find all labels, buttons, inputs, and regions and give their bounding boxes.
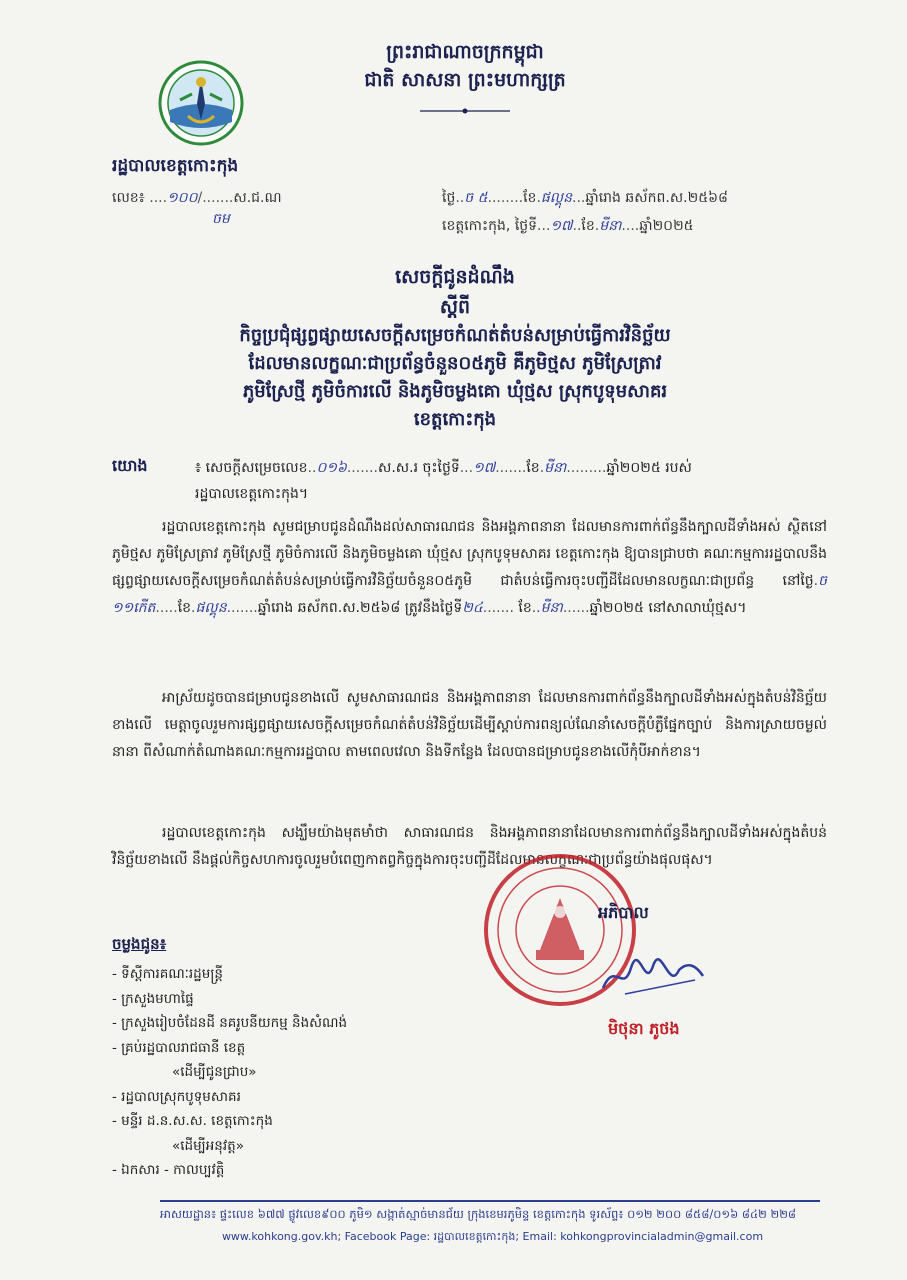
reference-number: ០១៦ [316, 460, 347, 476]
reference-month-label: ខែ [526, 460, 540, 476]
recipient-item: - រដ្ឋបាលស្រុកបូទុមសាគរ [112, 1088, 241, 1105]
lunar-month-label: ខែ [523, 190, 537, 206]
place-and-day-label: ខេត្តកោះកុង, ថ្ងៃទី [442, 218, 538, 234]
recipient-item: - ក្រសួងមហាផ្ទៃ [112, 990, 194, 1007]
signatory-title: អភិបាល [598, 903, 649, 922]
ref-prefix: លេខ៖ [112, 190, 145, 206]
solar-date-line: ខេត្តកោះកុង, ថ្ងៃទី...១៧..ខែ.មីនា....ឆ្នាំ២០២៥ [442, 218, 694, 234]
title-subject-4: ខេត្តកោះកុង [413, 409, 497, 430]
recipient-item: - ឯកសារ - កាលប្បវត្តិ [112, 1162, 225, 1178]
meeting-year-text: ឆ្នាំរោង ឆស័កព.ស.២៥៦៨ ត្រូវនឹងថ្ងៃទី [257, 600, 463, 616]
title-subject-1: កិច្ចប្រជុំផ្សព្វផ្សាយសេចក្ដីសម្រេចកំណត់តំបន់សម្រាប់ធ្វើការវិនិច្ឆ័យ [239, 325, 671, 346]
ref-extra: ចម [212, 211, 230, 227]
meeting-lunar-month: ផល្គុន [195, 600, 227, 616]
reference-number-line: លេខ៖ ....១០០/.......ស.ជ.ណ ចម [112, 188, 282, 230]
footer-facebook[interactable]: Facebook Page: រដ្ឋបាលខេត្តកោះកុង; [344, 1230, 520, 1243]
reference-text-b: ស.ស.រ ចុះថ្ងៃទី [378, 460, 460, 476]
reference-month: មីនា [544, 460, 567, 476]
lunar-day: ច ៥ [464, 190, 488, 206]
paragraph-1-text: រដ្ឋបាលខេត្តកោះកុង សូមជម្រាបជូនដំណឹងដល់សាធារណជន និងអង្គភាពនានា ដែលមានការពាក់ព័ន្ធនឹងក្បាលដីទាំងអស់ ស្ថិតនៅភូមិថ្មស ភូមិស្រែត្រាវ ភូមិស្រែថ្មី ភូមិចំការលើ និងភូមិចម្លងគោ ឃុំថ្មស ស្រុកបូទុមសាគរ ខេត្តកោះកុង ឱ្យបានជ្រាបថា គណៈកម្មការរដ្ឋបាលនឹងផ្សព្វផ្សាយសេចក្ដីសម្រេចកំណត់តំបន់សម្រាប់ធ្វើការវិនិច្ឆ័យចំនួន០៥ភូមិ ជាតំបន់ធ្វើការចុះបញ្ជីដីដែលមានលក្ខណៈជាប្រព័ន្ធ នៅថ្ងៃ [112, 519, 828, 589]
paragraph-1: រដ្ឋបាលខេត្តកោះកុង សូមជម្រាបជូនដំណឹងដល់សាធារណជន និងអង្គភាពនានា ដែលមានការពាក់ព័ន្ធនឹងក្បាលដីទាំងអស់ ស្ថិតនៅភូមិថ្មស ភូមិស្រែត្រាវ ភូមិស្រែថ្មី ភូមិចំការលើ និងភូមិចម្លងគោ ឃុំថ្មស ស្រុកបូទុមសាគរ ខេត្តកោះកុង ឱ្យបានជ្រាបថា គណៈកម្មការរដ្ឋបាលនឹងផ្សព្វផ្សាយសេចក្ដីសម្រេចកំណត់តំបន់សម្រាប់ធ្វើការវិនិច្ឆ័យចំនួន០៥ភូមិ ជាតំបន់ធ្វើការចុះបញ្ជីដីដែលមានលក្ខណៈជាប្រព័ន្ធ នៅថ្ងៃ.ច ១១កើត.....ខែ.ផល្គុន.......ឆ្នាំរោង ឆស័កព.ស.២៥៦៨ ត្រូវនឹងថ្ងៃទី២៤....... ខែ..មីនា......ឆ្នាំ២០២៥ នៅសាលាឃុំថ្មស។ [112, 519, 828, 616]
paragraph-3: រដ្ឋបាលខេត្តកោះកុង សង្ឃឹមយ៉ាងមុតមាំថា សាធារណជន និងអង្គភាពនានាដែលមានការពាក់ព័ន្ធនឹងក្បាលដីទាំងអស់ក្នុងតំបន់វិនិច្ឆ័យខាងលើ នឹងផ្ដល់កិច្ចសហការចូលរួមបំពេញកាតព្វកិច្ចក្នុងការចុះបញ្ជីដីដែលមានលក្ខណៈជាប្រព័ន្ធយ៉ាងផុលផុស។ [112, 825, 827, 868]
lunar-date-line: ថ្ងៃ..ច ៥........ខែ.ផល្គុន...ឆ្នាំរោង ឆស័កព.ស.២៥៦៨ [442, 190, 728, 206]
recipient-item: - ទីស្ដីការគណៈរដ្ឋមន្ត្រី [112, 966, 223, 982]
recipients-list [112, 962, 347, 1183]
meeting-solar-month: មីនា [540, 600, 563, 616]
recipient-item: - គ្រប់រដ្ឋបាលរាជធានី ខេត្ត [112, 1039, 246, 1056]
kingdom-name: ព្រះរាជាណាចក្រកម្ពុជា [386, 41, 544, 63]
kingdom-heading [330, 38, 600, 94]
solar-year: ឆ្នាំ២០២៥ [639, 218, 694, 234]
recipients-title: ចម្លងជូន៖ [112, 935, 167, 953]
reference-day: ១៧ [473, 460, 496, 476]
lunar-day-label: ថ្ងៃ [442, 190, 456, 206]
national-motto: ជាតិ សាសនា ព្រះមហាក្សត្រ [364, 69, 566, 91]
handwritten-signature [595, 950, 715, 1000]
ref-number: ១០០ [167, 190, 198, 206]
footer-contacts [160, 1230, 825, 1246]
recipient-item: «ដើម្បីជូនជ្រាប» [172, 1064, 257, 1080]
meeting-location: ឆ្នាំ២០២៥ នៅសាលាឃុំថ្មស។ [589, 600, 747, 616]
solar-month: មីនា [599, 218, 622, 234]
ornament-divider [420, 108, 510, 114]
reference-label: យោង [112, 456, 148, 475]
solar-day: ១៧ [550, 218, 573, 234]
recipient-item: «ដើម្បីអនុវត្ត» [172, 1137, 244, 1154]
reference-text: ៖ សេចក្ដីសម្រេចលេខ..០១៦.......ស.ស.រ ចុះថ្ងៃទី...១៧.......ខែ.មីនា.........ឆ្នាំ២០២៥ របស់ រដ្ឋបាលខេត្តកោះកុង។ [195, 460, 692, 502]
meeting-lunar-day: ច ១១កើត [112, 573, 827, 616]
footer-website[interactable]: www.kohkong.gov.kh; [221, 1230, 342, 1243]
lunar-month: ផល្គុន [540, 190, 573, 206]
meeting-month-label: ខែ [177, 600, 192, 616]
solar-month-label: ខែ [581, 218, 595, 234]
recipient-item: - ក្រសួងរៀបចំដែនដី នគរូបនីយកម្ម និងសំណង់ [112, 1015, 348, 1031]
reference-text-a: ៖ សេចក្ដីសម្រេចលេខ [195, 460, 308, 476]
document-title [110, 262, 800, 434]
signatory-name: មិថុនា ភូថង [608, 1019, 680, 1038]
title-subject-3: ភូមិស្រែថ្មី ភូមិចំការលើ និងភូមិចម្លងគោ ឃុំថ្មស ស្រុកបូទុមសាគរ [242, 381, 668, 402]
lunar-year: ឆ្នាំរោង ឆស័កព.ស.២៥៦៨ [585, 190, 728, 206]
reference-text-d: រដ្ឋបាលខេត្តកោះកុង។ [195, 486, 309, 502]
footer-address: អាសយដ្ឋាន៖ ផ្ទះលេខ ៦៧៧ ផ្លូវលេខ៩០០ ភូមិ១ សង្កាត់ស្មាច់មានជ័យ ក្រុងខេមរភូមិន្ទ ខេត្តកោះកុង ទូរស័ព្ទ៖ ០១២ ២០០ ៨៥៨/០១៦ ៨៤២ ២២៨ [160, 1207, 797, 1221]
meeting-solar-day: ២៤ [462, 600, 483, 616]
ref-suffix: ស.ជ.ណ [233, 190, 282, 206]
footer-email[interactable]: Email: kohkongprovincialadmin@gmail.com [522, 1230, 764, 1243]
reference-text-c: ឆ្នាំ២០២៥ របស់ [606, 460, 692, 476]
meeting-solar-month-label: ខែ [518, 600, 532, 616]
title-notice: សេចក្ដីជូនដំណឹង [395, 266, 515, 288]
title-subject-2: ដែលមានលក្ខណៈជាប្រព័ន្ធចំនួន០៥ភូមិ គឺភូមិថ្មស ភូមិស្រែត្រាវ [248, 353, 662, 374]
title-regarding: ស្ដីពី [439, 296, 471, 318]
issuer-name: រដ្ឋបាលខេត្តកោះកុង [112, 156, 239, 176]
provincial-logo [158, 60, 244, 146]
recipient-item: - មន្ទីរ ដ.ន.ស.ស. ខេត្តកោះកុង [112, 1113, 273, 1129]
paragraph-2: អាស្រ័យដូចបានជម្រាបជូនខាងលើ សូមសាធារណជន និងអង្គភាពនានា ដែលមានការពាក់ព័ន្ធនឹងក្បាលដីទាំងអស់ក្នុងតំបន់វិនិច្ឆ័យខាងលើ មេត្តាចូលរួមការផ្សព្វផ្សាយសេចក្ដីសម្រេចកំណត់តំបន់វិនិច្ឆ័យដើម្បីស្ដាប់ការពន្យល់ណែនាំសេចក្ដីបំភ្លឺផ្នែកច្បាប់ និងការស្រាយចម្ងល់នានា ពីសំណាក់តំណាងគណៈកម្មការរដ្ឋបាល តាមពេលវេលា និងទីកន្លែង ដែលបានជម្រាបជូនខាងលើកុំបីអាក់ខាន។ [112, 690, 827, 760]
footer-divider [160, 1200, 820, 1202]
